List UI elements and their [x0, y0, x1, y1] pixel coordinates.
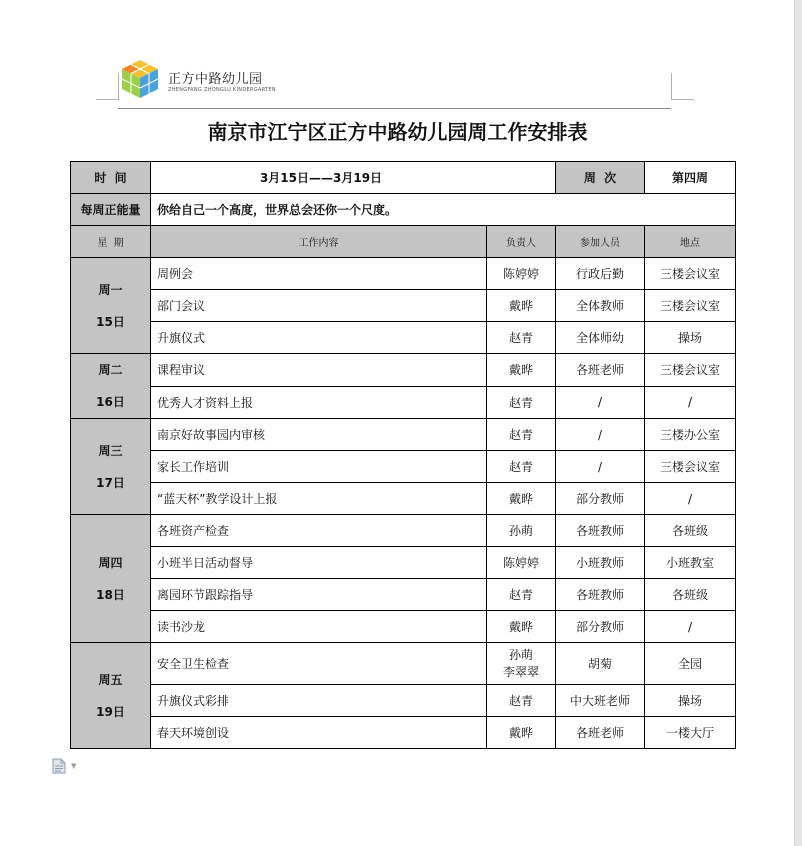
- participants-cell: 各班教师: [556, 515, 645, 547]
- leader-cell: 戴晔: [487, 611, 556, 643]
- weekday-date: 15日: [96, 314, 125, 329]
- leader-cell: 赵青: [487, 685, 556, 717]
- leader-cell: 赵青: [487, 322, 556, 354]
- school-pinyin: ZHENGFANG ZHONGLU KINDERGARTEN: [168, 87, 276, 93]
- work-content-cell: 离园环节跟踪指导: [151, 579, 487, 611]
- participants-cell: 行政后勤: [556, 258, 645, 290]
- work-content-cell: “蓝天杯”教学设计上报: [151, 483, 487, 515]
- date-range-text: 3月15日——3月19日: [259, 171, 383, 185]
- table-row: [71, 685, 736, 717]
- location-cell: 三楼会议室: [645, 258, 736, 290]
- participants-cell: /: [556, 386, 645, 419]
- location-cell: 小班教室: [645, 547, 736, 579]
- leader-cell: 戴晔: [487, 290, 556, 322]
- table-row: [71, 515, 736, 547]
- weekday-date: 16日: [96, 395, 125, 409]
- motto-row: [71, 194, 736, 226]
- weekday-cell: [71, 515, 151, 643]
- participants-cell: 中大班老师: [556, 685, 645, 717]
- date-range: [151, 162, 556, 194]
- column-header-row: [71, 226, 736, 258]
- col-header-leader: 负责人: [487, 226, 556, 258]
- location-cell: 操场: [645, 322, 736, 354]
- location-cell: /: [645, 611, 736, 643]
- participants-cell: 部分教师: [556, 483, 645, 515]
- participants-cell: 小班教师: [556, 547, 645, 579]
- week-value: [645, 162, 736, 194]
- week-label: [556, 162, 645, 194]
- weekday-label: 周一: [98, 282, 123, 297]
- location-cell: 三楼办公室: [645, 419, 736, 451]
- schedule-table: [70, 161, 736, 749]
- leader-cell: 孙萌: [487, 515, 556, 547]
- vertical-scrollbar[interactable]: [794, 0, 802, 846]
- chevron-down-icon[interactable]: ▼: [71, 762, 77, 770]
- leader-cell: 戴晔: [487, 717, 556, 749]
- table-row: [71, 483, 736, 515]
- weekday-cell: [71, 643, 151, 749]
- leader-cell: 戴晔: [487, 354, 556, 387]
- location-cell: 各班级: [645, 579, 736, 611]
- weekday-date: 19日: [96, 704, 125, 719]
- page-corner-mark-left: [96, 73, 119, 100]
- weekday-label: 周三: [98, 443, 123, 458]
- weekday-cell: [71, 419, 151, 515]
- info-row: [71, 162, 736, 194]
- participants-cell: 各班教师: [556, 579, 645, 611]
- leader-cell: 赵青: [487, 419, 556, 451]
- work-content-cell: 部门会议: [151, 290, 487, 322]
- time-label: 时 间: [71, 162, 151, 194]
- work-content-cell: 南京好故事园内审核: [151, 419, 487, 451]
- work-content-cell: 课程审议: [151, 354, 487, 387]
- participants-cell: 全体教师: [556, 290, 645, 322]
- table-row: [71, 354, 736, 387]
- participants-cell: /: [556, 451, 645, 483]
- table-row: [71, 717, 736, 749]
- participants-cell: 各班老师: [556, 354, 645, 387]
- header-rule: [118, 108, 671, 109]
- document-icon[interactable]: [52, 758, 66, 774]
- school-name: 正方中路幼儿园: [168, 72, 263, 87]
- table-row: [71, 322, 736, 354]
- participants-cell: 各班老师: [556, 717, 645, 749]
- table-row: [71, 611, 736, 643]
- leader-cell: 赵青: [487, 451, 556, 483]
- document-title: 南京市江宁区正方中路幼儿园周工作安排表: [207, 120, 588, 144]
- participants-cell: 部分教师: [556, 611, 645, 643]
- table-row: [71, 419, 736, 451]
- leader-cell: 赵青: [487, 386, 556, 419]
- table-row: [71, 386, 736, 419]
- location-cell: 三楼会议室: [645, 451, 736, 483]
- leader-cell: 陈婷婷: [487, 258, 556, 290]
- table-row: [71, 579, 736, 611]
- leader-cell: 陈婷婷: [487, 547, 556, 579]
- work-content-cell: 优秀人才资料上报: [151, 386, 487, 419]
- table-row: [71, 643, 736, 685]
- leader-cell: 孙萌 李翠翠: [487, 643, 556, 685]
- week-value-text: 第四周: [672, 171, 709, 185]
- participants-cell: 全体师幼: [556, 322, 645, 354]
- col-header-content: 工作内容: [151, 226, 487, 258]
- location-cell: 一楼大厅: [645, 717, 736, 749]
- cube-logo-icon: [118, 58, 162, 100]
- col-header-day: 星 期: [71, 226, 151, 258]
- weekday-label: 周五: [98, 672, 123, 687]
- location-cell: 操场: [645, 685, 736, 717]
- col-header-location: 地点: [645, 226, 736, 258]
- work-content-cell: 周例会: [151, 258, 487, 290]
- location-cell: 三楼会议室: [645, 290, 736, 322]
- weekday-date: 17日: [96, 475, 125, 490]
- work-content-cell: 春天环境创设: [151, 717, 487, 749]
- motto-text: 你给自己一个高度，世界总会还你一个尺度。: [151, 194, 736, 226]
- page-corner-mark-right: [671, 73, 694, 100]
- participants-cell: 胡菊: [556, 643, 645, 685]
- location-cell: /: [645, 483, 736, 515]
- work-content-cell: 升旗仪式彩排: [151, 685, 487, 717]
- table-row: [71, 547, 736, 579]
- weekday-date: 18日: [96, 587, 125, 602]
- weekday-cell: [71, 258, 151, 354]
- location-cell: 全园: [645, 643, 736, 685]
- motto-label: 每周正能量: [71, 194, 151, 226]
- table-row: [71, 258, 736, 290]
- location-cell: /: [645, 386, 736, 419]
- weekday-label: 周四: [98, 555, 123, 570]
- leader-cell: 赵青: [487, 579, 556, 611]
- work-content-cell: 各班资产检查: [151, 515, 487, 547]
- weekday-label: 周二: [98, 363, 123, 377]
- participants-cell: /: [556, 419, 645, 451]
- work-content-cell: 小班半日活动督导: [151, 547, 487, 579]
- work-content-cell: 安全卫生检查: [151, 643, 487, 685]
- col-header-participants: 参加人员: [556, 226, 645, 258]
- work-content-cell: 升旗仪式: [151, 322, 487, 354]
- work-content-cell: 读书沙龙: [151, 611, 487, 643]
- school-logo: [118, 58, 358, 100]
- weekday-cell: [71, 354, 151, 419]
- leader-cell: 戴晔: [487, 483, 556, 515]
- location-cell: 三楼会议室: [645, 354, 736, 387]
- week-label-text: 周 次: [583, 171, 617, 185]
- work-content-cell: 家长工作培训: [151, 451, 487, 483]
- table-row: [71, 451, 736, 483]
- table-row: [71, 290, 736, 322]
- location-cell: 各班级: [645, 515, 736, 547]
